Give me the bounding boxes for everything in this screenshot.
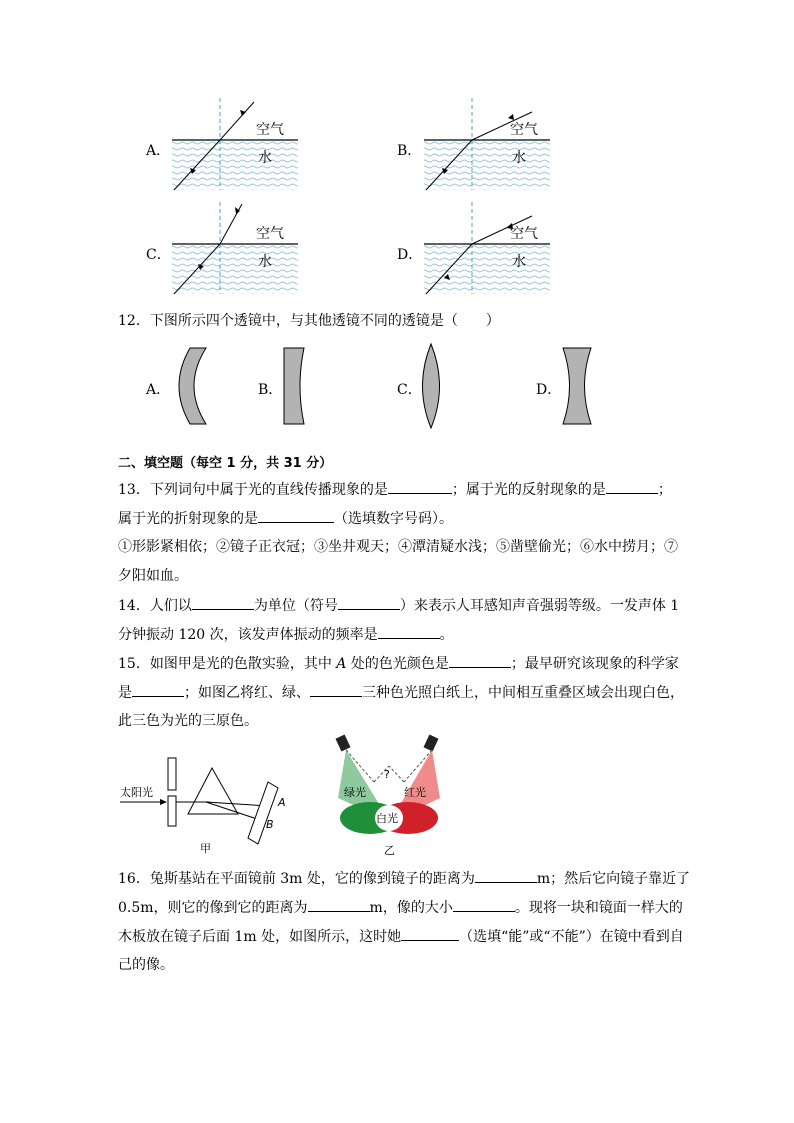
q16-line1: 16．兔斯基站在平面镜前 3m 处，它的像到镜子的距离为 m；然后它向镜子靠近了 [118, 868, 690, 889]
option-c-label: C． [146, 247, 171, 263]
q12-option-a-label: A． [146, 382, 171, 398]
figure-caption: 甲 [200, 842, 211, 855]
lens-a [168, 346, 210, 426]
q16-line2: 0.5m，则它的像到它的距离为 m，像的大小 。现将一块和镜面一样大的 [118, 897, 683, 918]
option-b-label: B． [397, 143, 422, 159]
green-light-label: 绿光 [344, 786, 366, 799]
answer-blank[interactable] [606, 479, 658, 494]
lens-d [560, 346, 594, 426]
figure-caption: 乙 [384, 844, 395, 857]
question-mark: ? [384, 768, 390, 781]
refraction-diagram-b [422, 98, 552, 193]
answer-blank[interactable] [132, 682, 184, 697]
answer-blank[interactable] [475, 868, 537, 883]
label-a: A [278, 796, 286, 809]
refraction-diagram-d [422, 202, 552, 297]
q16-line4: 己的像。 [118, 957, 174, 973]
q15-line2: 是 ；如图乙将红、绿、 三种色光照白纸上，中间相互重叠区域会出现白色， [118, 682, 684, 703]
air-label: 空气 [510, 122, 538, 138]
dispersion-figure [118, 752, 298, 860]
answer-blank[interactable] [378, 624, 440, 639]
answer-blank[interactable] [449, 653, 511, 668]
q16-line3: 木板放在镜子后面 1m 处，如图所示，这时她 （选填“能”或“不能”）在镜中看到自 [118, 926, 684, 947]
q13-line3: ①形影紧相依；②镜子正衣冠；③坐井观天；④潭清疑水浅；⑤凿壁偷光；⑥水中捞月；⑦ [118, 539, 678, 555]
lens-c [418, 342, 444, 430]
lens-b [280, 346, 310, 426]
answer-blank[interactable] [258, 508, 334, 523]
option-d-label: D． [397, 247, 423, 263]
section-title: 二、填空题（每空 1 分，共 31 分） [118, 456, 333, 471]
q13-line4: 夕阳如血。 [118, 568, 188, 584]
water-label: 水 [512, 150, 526, 166]
air-label: 空气 [256, 122, 284, 138]
q12-option-c-label: C． [397, 382, 422, 398]
answer-blank[interactable] [308, 897, 370, 912]
answer-blank[interactable] [310, 682, 362, 697]
refraction-diagram-a [170, 98, 300, 193]
refraction-diagram-c [170, 202, 300, 297]
red-light-label: 红光 [404, 786, 426, 799]
q12-option-b-label: B． [258, 382, 283, 398]
answer-blank[interactable] [338, 595, 400, 610]
air-label: 空气 [510, 226, 538, 242]
q13-line1: 13．下列词句中属于光的直线传播现象的是 ；属于光的反射现象的是 ； [118, 479, 672, 500]
sunlight-label: 太阳光 [120, 786, 153, 799]
answer-blank[interactable] [453, 897, 515, 912]
water-label: 水 [512, 254, 526, 270]
answer-blank[interactable] [388, 479, 452, 494]
q15-line1: 15．如图甲是光的色散实验，其中 A 处的色光颜色是 ；最早研究该现象的科学家 [118, 653, 679, 674]
option-a-label: A． [146, 143, 171, 159]
q14-line1: 14．人们以 为单位（符号 ）来表示人耳感知声音强弱等级。一发声体 1 [118, 595, 679, 616]
water-label: 水 [258, 150, 272, 166]
water-label: 水 [258, 254, 272, 270]
q13-line2: 属于光的折射现象的是 （选填数字号码）。 [118, 508, 453, 529]
answer-blank[interactable] [401, 926, 459, 941]
answer-blank[interactable] [192, 595, 254, 610]
label-b: B [266, 818, 274, 831]
q14-line2: 分钟振动 120 次，该发声体振动的频率是 。 [118, 624, 454, 645]
q12-option-d-label: D． [536, 382, 562, 398]
white-light-label: 白光 [376, 812, 398, 825]
air-label: 空气 [256, 226, 284, 242]
color-mixing-figure [334, 732, 446, 860]
q15-line3: 此三色为光的三原色。 [118, 713, 258, 729]
q12-text: 12．下图所示四个透镜中，与其他透镜不同的透镜是（ ） [118, 313, 500, 329]
